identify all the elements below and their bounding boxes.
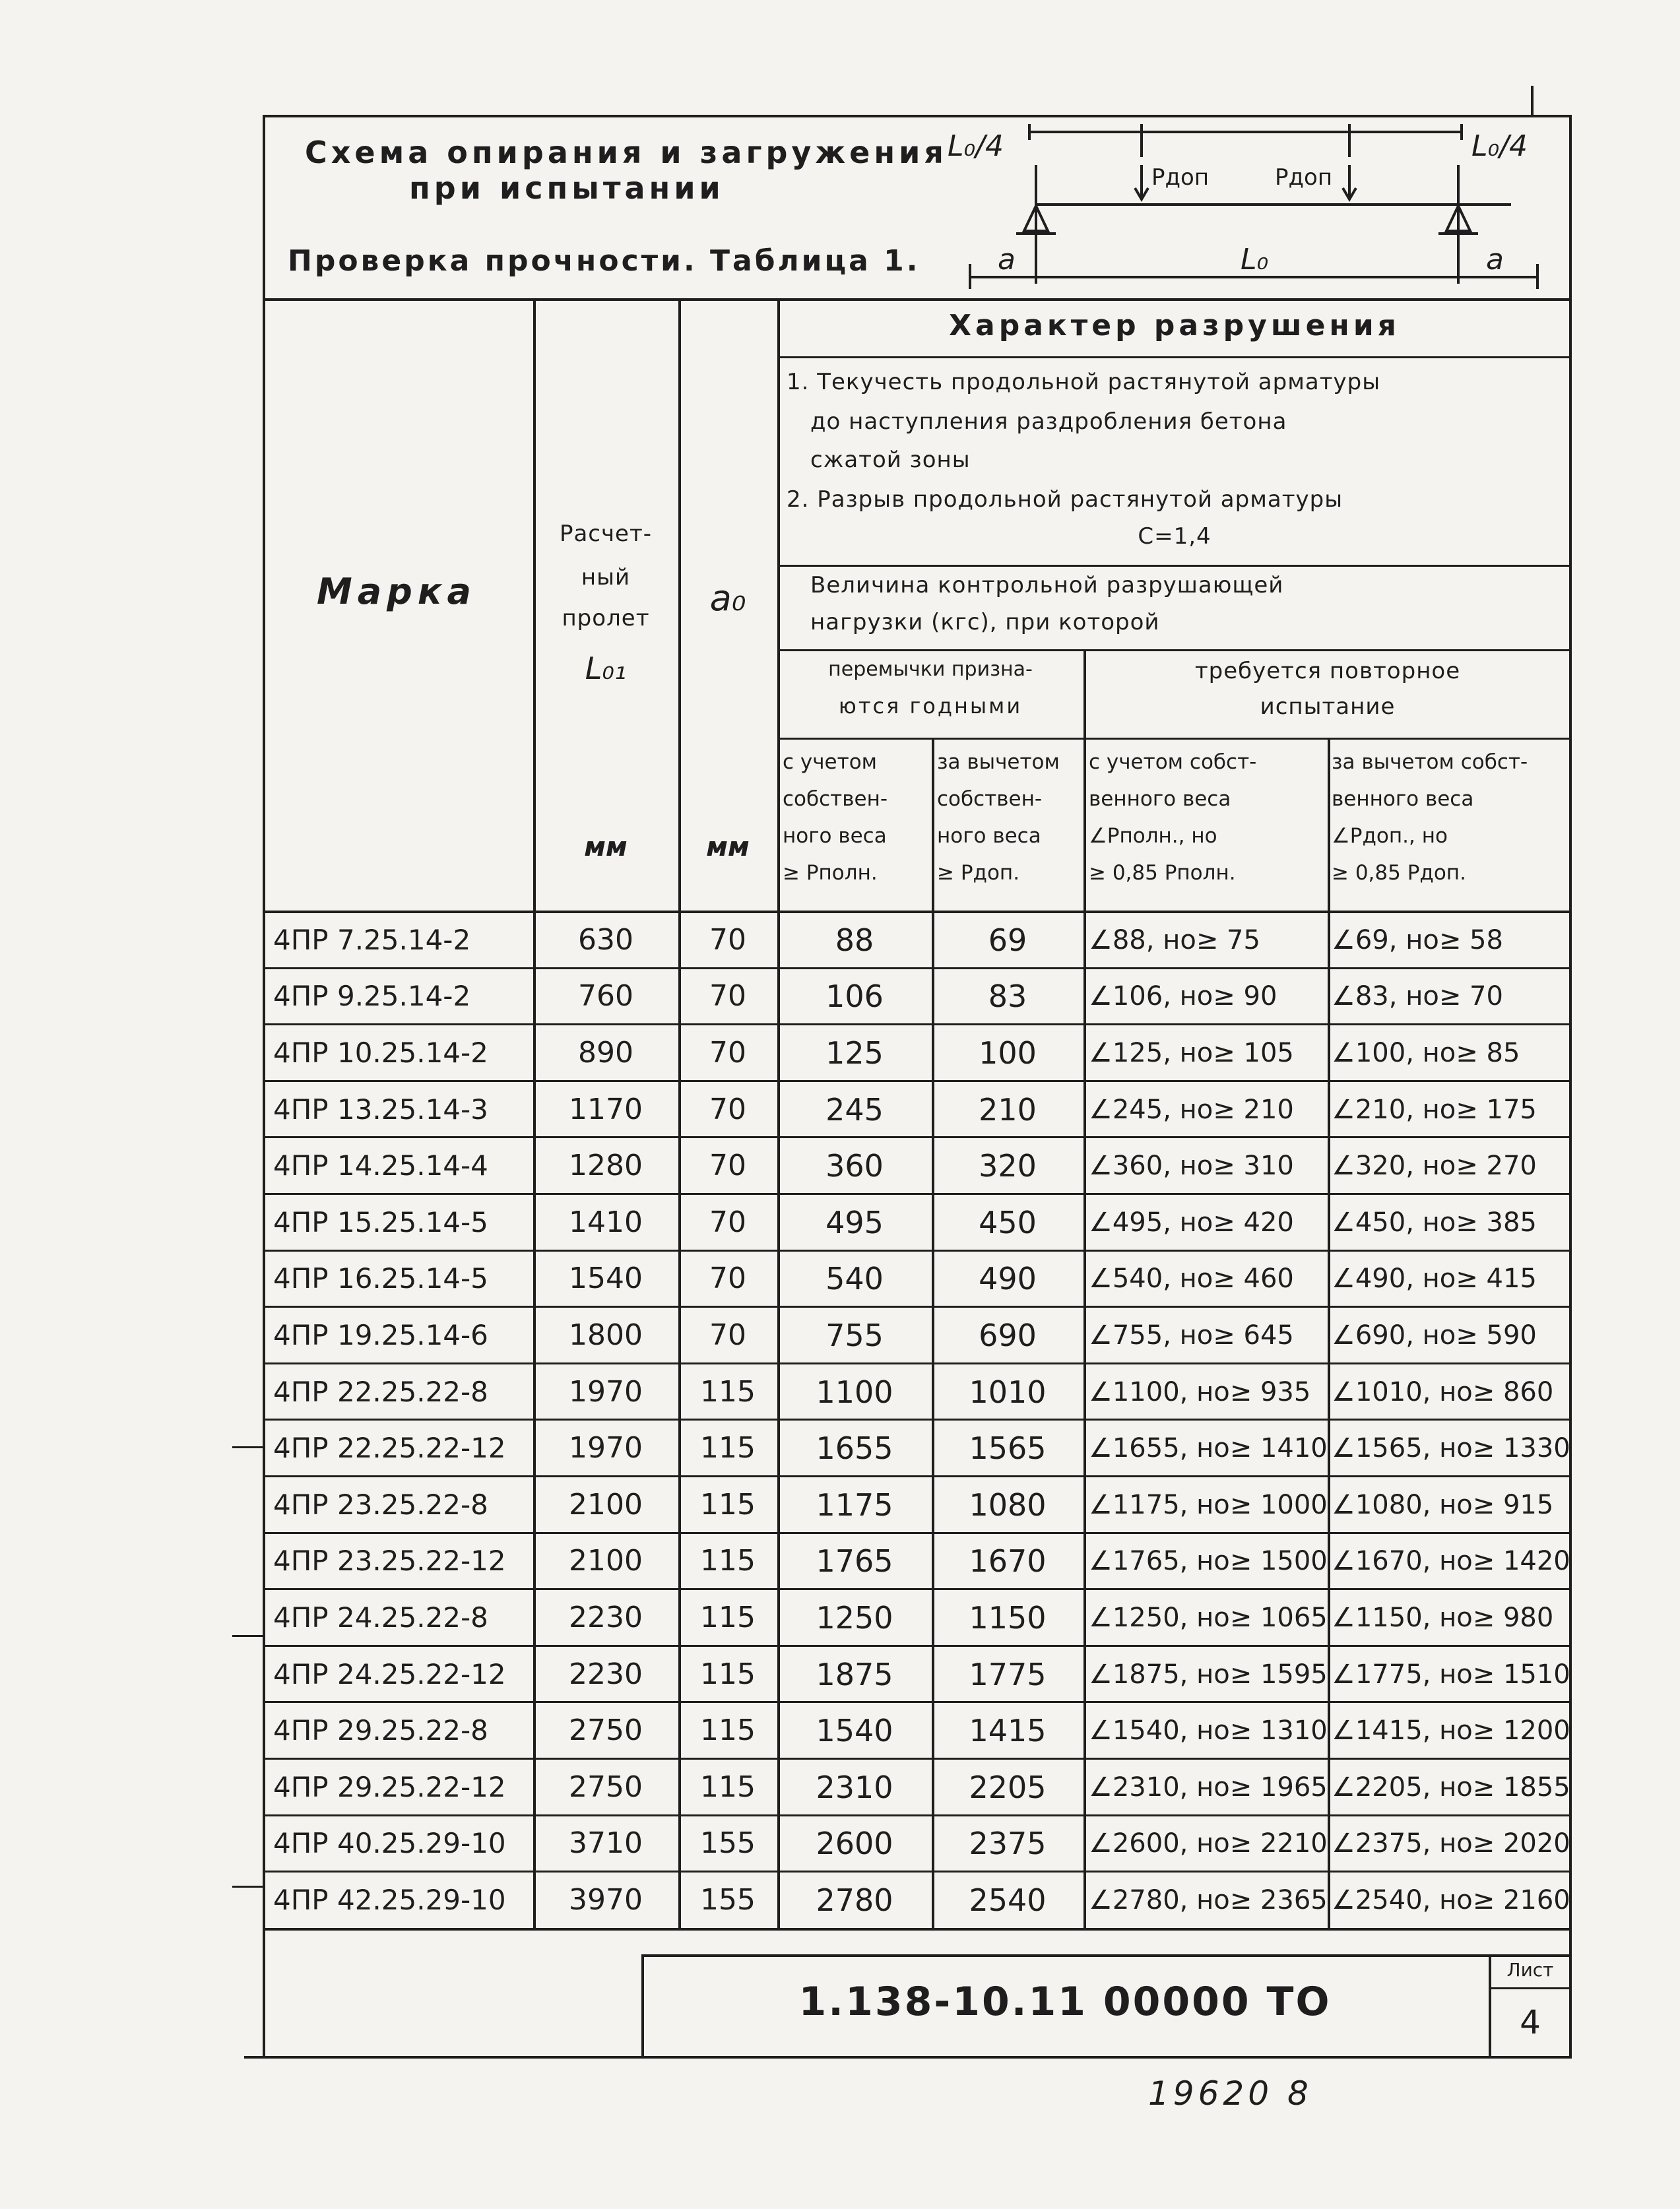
cell-p-allow: 2205 bbox=[969, 1769, 1047, 1805]
frame-bottom bbox=[244, 2056, 1572, 2059]
cell-p-total: 360 bbox=[825, 1148, 884, 1184]
cell-p-total: 1540 bbox=[816, 1713, 893, 1749]
cell-a: 115 bbox=[700, 1374, 756, 1409]
header-col1-4: ≥ Pполн. bbox=[783, 861, 878, 885]
cell-span: 630 bbox=[578, 922, 633, 957]
header-span-unit: мм bbox=[584, 832, 628, 862]
cell-p-allow: 1080 bbox=[969, 1487, 1047, 1523]
cell-p-allow: 69 bbox=[988, 922, 1027, 958]
title-divider bbox=[263, 298, 1572, 301]
header-col2-4: ≥ Pдоп. bbox=[937, 861, 1020, 885]
cell-a: 115 bbox=[700, 1601, 756, 1634]
cell-mark: 4ПР 10.25.14-2 bbox=[273, 1037, 488, 1069]
cell-mark: 4ПР 13.25.14-3 bbox=[273, 1093, 488, 1126]
title-line1: Схема опирания и загружения bbox=[305, 135, 948, 170]
cell-retest-total: ∠540, но≥ 460 bbox=[1089, 1264, 1294, 1295]
cell-p-total: 495 bbox=[825, 1204, 884, 1240]
cell-span: 890 bbox=[578, 1036, 633, 1070]
header-col4-3: ∠Pдоп., но bbox=[1332, 824, 1448, 848]
cell-retest-allow: ∠210, но≥ 175 bbox=[1332, 1094, 1537, 1125]
binding-tick bbox=[1531, 86, 1534, 116]
header-a0-unit: мм bbox=[706, 832, 750, 862]
cell-span: 1170 bbox=[569, 1092, 643, 1126]
header-marka: Марка bbox=[317, 571, 476, 612]
stamp-sheet-number: 4 bbox=[1520, 2003, 1541, 2041]
margin-tick-3 bbox=[232, 1886, 263, 1888]
cell-retest-total: ∠1100, но≥ 935 bbox=[1089, 1376, 1311, 1407]
cell-a: 115 bbox=[700, 1544, 756, 1578]
cell-mark: 4ПР 14.25.14-4 bbox=[273, 1149, 488, 1182]
cell-p-total: 1175 bbox=[816, 1487, 893, 1523]
cell-mark: 4ПР 22.25.22-12 bbox=[273, 1432, 506, 1465]
header-span-2: ный bbox=[581, 564, 631, 591]
scheme-label-p-left: Pдоп bbox=[1151, 164, 1210, 191]
cell-retest-allow: ∠2375, но≥ 2020 bbox=[1332, 1828, 1570, 1859]
cell-mark: 4ПР 29.25.22-12 bbox=[273, 1770, 506, 1803]
cell-p-total: 1250 bbox=[816, 1600, 893, 1636]
cell-retest-allow: ∠450, но≥ 385 bbox=[1332, 1207, 1537, 1238]
document-code: 1.138-10.11 00000 ТО bbox=[798, 1979, 1332, 2025]
cell-retest-total: ∠106, но≥ 90 bbox=[1089, 981, 1277, 1012]
cell-p-allow: 83 bbox=[988, 978, 1027, 1015]
header-character-line2: до наступления раздробления бетона bbox=[810, 408, 1287, 435]
cell-p-allow: 1565 bbox=[969, 1430, 1047, 1467]
header-span-1: Расчет- bbox=[559, 521, 653, 547]
cell-span: 2230 bbox=[569, 1601, 643, 1634]
scheme-label-l0-4-right: L₀/4 bbox=[1471, 129, 1528, 163]
cell-a: 155 bbox=[700, 1826, 756, 1861]
cell-retest-total: ∠245, но≥ 210 bbox=[1089, 1094, 1294, 1125]
header-col1-1: с учетом bbox=[783, 750, 878, 774]
cell-a: 115 bbox=[700, 1487, 756, 1521]
cell-span: 2230 bbox=[569, 1657, 643, 1691]
cell-mark: 4ПР 29.25.22-8 bbox=[273, 1714, 488, 1747]
cell-a: 70 bbox=[709, 922, 746, 957]
cell-mark: 4ПР 15.25.14-5 bbox=[273, 1205, 488, 1238]
cell-retest-total: ∠1540, но≥ 1310 bbox=[1089, 1715, 1328, 1746]
cell-retest-total: ∠755, но≥ 645 bbox=[1089, 1320, 1294, 1351]
cell-span: 1280 bbox=[569, 1149, 643, 1183]
cell-span: 1410 bbox=[569, 1205, 643, 1239]
cell-p-allow: 490 bbox=[979, 1261, 1037, 1297]
cell-p-total: 245 bbox=[825, 1091, 884, 1128]
header-character-line1: 1. Текучесть продольной растянутой арматуры bbox=[787, 369, 1381, 395]
cell-retest-total: ∠125, но≥ 105 bbox=[1089, 1038, 1294, 1068]
cell-mark: 4ПР 42.25.29-10 bbox=[273, 1884, 506, 1916]
cell-retest-allow: ∠490, но≥ 415 bbox=[1332, 1264, 1537, 1295]
header-col4-4: ≥ 0,85 Pдоп. bbox=[1332, 861, 1466, 885]
cell-p-allow: 1150 bbox=[969, 1600, 1047, 1636]
header-character: Характер разрушения bbox=[949, 309, 1400, 342]
cell-span: 1540 bbox=[569, 1262, 643, 1296]
cell-p-allow: 690 bbox=[979, 1318, 1037, 1353]
cell-p-allow: 2540 bbox=[969, 1882, 1047, 1918]
stamp-sheet-label-line bbox=[1489, 1987, 1572, 1989]
header-character-line4: 2. Разрыв продольной растянутой арматуры bbox=[787, 486, 1343, 513]
header-fit-line2: ются годными bbox=[838, 693, 1023, 719]
scheme-label-l0-4-left: L₀/4 bbox=[948, 129, 1004, 163]
cell-a: 115 bbox=[700, 1713, 756, 1748]
header-retest-line1: требуется повторное bbox=[1194, 658, 1461, 684]
cell-retest-total: ∠1765, но≥ 1500 bbox=[1089, 1546, 1328, 1577]
cell-span: 760 bbox=[578, 979, 633, 1013]
header-load-line2: нагрузки (кгс), при которой bbox=[810, 609, 1160, 635]
grid-h-groups bbox=[777, 649, 1572, 651]
cell-retest-total: ∠360, но≥ 310 bbox=[1089, 1151, 1294, 1182]
grid-h-subcols bbox=[777, 738, 1572, 740]
cell-p-allow: 1415 bbox=[969, 1713, 1047, 1749]
header-col2-1: за вычетом bbox=[937, 750, 1060, 774]
cell-p-total: 125 bbox=[825, 1035, 884, 1071]
header-col3-3: ∠Pполн., но bbox=[1089, 824, 1217, 848]
cell-a: 70 bbox=[709, 1092, 746, 1126]
header-col2-3: ного веса bbox=[937, 824, 1041, 848]
cell-retest-total: ∠2780, но≥ 2365 bbox=[1089, 1885, 1328, 1915]
cell-mark: 4ПР 9.25.14-2 bbox=[273, 980, 471, 1013]
cell-retest-allow: ∠1415, но≥ 1200 bbox=[1332, 1715, 1570, 1746]
cell-p-total: 88 bbox=[835, 922, 874, 958]
cell-a: 115 bbox=[700, 1770, 756, 1804]
cell-p-total: 2780 bbox=[816, 1882, 893, 1918]
cell-span: 2100 bbox=[569, 1487, 643, 1521]
header-col4-2: венного веса bbox=[1332, 787, 1474, 811]
cell-p-total: 1655 bbox=[816, 1430, 893, 1467]
header-span-4: L₀₁ bbox=[585, 651, 627, 686]
cell-a: 155 bbox=[700, 1883, 756, 1917]
cell-span: 2750 bbox=[569, 1770, 643, 1804]
header-span-3: пролет bbox=[562, 605, 650, 631]
cell-retest-total: ∠1250, но≥ 1065 bbox=[1089, 1603, 1328, 1633]
header-retest-line2: испытание bbox=[1260, 693, 1396, 720]
header-col2-2: собствен- bbox=[937, 787, 1043, 811]
cell-span: 2750 bbox=[569, 1713, 643, 1748]
cell-p-allow: 1670 bbox=[969, 1543, 1047, 1580]
cell-retest-allow: ∠1010, но≥ 860 bbox=[1332, 1376, 1554, 1407]
cell-retest-total: ∠88, но≥ 75 bbox=[1089, 924, 1260, 955]
scheme-label-a-right: a bbox=[1486, 243, 1504, 276]
cell-retest-allow: ∠320, но≥ 270 bbox=[1332, 1151, 1537, 1182]
cell-retest-total: ∠2600, но≥ 2210 bbox=[1089, 1828, 1328, 1859]
cell-retest-allow: ∠83, но≥ 70 bbox=[1332, 981, 1503, 1012]
cell-span: 1800 bbox=[569, 1318, 643, 1352]
cell-retest-total: ∠1175, но≥ 1000 bbox=[1089, 1489, 1328, 1520]
cell-retest-allow: ∠2540, но≥ 2160 bbox=[1332, 1885, 1570, 1915]
margin-tick-2 bbox=[232, 1635, 263, 1637]
scheme-label-a-left: a bbox=[998, 243, 1016, 276]
cell-span: 1970 bbox=[569, 1374, 643, 1409]
cell-mark: 4ПР 22.25.22-8 bbox=[273, 1375, 488, 1408]
scheme-label-l0: L₀ bbox=[1241, 243, 1269, 276]
header-col3-2: венного веса bbox=[1089, 787, 1231, 811]
cell-mark: 4ПР 23.25.22-12 bbox=[273, 1545, 506, 1578]
cell-retest-allow: ∠100, но≥ 85 bbox=[1332, 1038, 1520, 1068]
header-col1-3: ного веса bbox=[783, 824, 887, 848]
cell-a: 115 bbox=[700, 1431, 756, 1465]
stamp-top bbox=[641, 1954, 1572, 1957]
cell-a: 70 bbox=[709, 1262, 746, 1296]
header-character-line3: сжатой зоны bbox=[810, 447, 971, 473]
cell-retest-total: ∠495, но≥ 420 bbox=[1089, 1207, 1294, 1238]
cell-p-total: 2600 bbox=[816, 1826, 893, 1862]
cell-retest-allow: ∠69, но≥ 58 bbox=[1332, 924, 1503, 955]
cell-a: 70 bbox=[709, 1205, 746, 1239]
cell-span: 3970 bbox=[569, 1883, 643, 1917]
cell-retest-total: ∠2310, но≥ 1965 bbox=[1089, 1772, 1328, 1803]
cell-mark: 4ПР 24.25.22-8 bbox=[273, 1601, 488, 1634]
header-col4-1: за вычетом собст- bbox=[1332, 750, 1528, 774]
cell-a: 70 bbox=[709, 1149, 746, 1183]
cell-p-total: 1765 bbox=[816, 1543, 893, 1580]
cell-a: 70 bbox=[709, 979, 746, 1013]
cell-retest-total: ∠1875, но≥ 1595 bbox=[1089, 1659, 1328, 1690]
cell-p-allow: 210 bbox=[979, 1091, 1037, 1128]
scheme-label-p-right: Pдоп bbox=[1275, 164, 1333, 191]
cell-p-allow: 100 bbox=[979, 1035, 1037, 1071]
cell-mark: 4ПР 19.25.14-6 bbox=[273, 1319, 488, 1351]
cell-a: 70 bbox=[709, 1036, 746, 1070]
cell-p-allow: 2375 bbox=[969, 1826, 1047, 1862]
cell-p-allow: 1775 bbox=[969, 1656, 1047, 1692]
header-fit-line1: перемычки призна- bbox=[828, 658, 1033, 681]
table-bottom-line bbox=[263, 1928, 1572, 1931]
grid-h-load bbox=[777, 565, 1572, 567]
cell-retest-allow: ∠1670, но≥ 1420 bbox=[1332, 1546, 1570, 1577]
cell-p-total: 2310 bbox=[816, 1769, 893, 1805]
cell-retest-allow: ∠1080, но≥ 915 bbox=[1332, 1489, 1554, 1520]
header-col1-2: собствен- bbox=[783, 787, 888, 811]
header-load-line1: Величина контрольной разрушающей bbox=[810, 572, 1284, 598]
cell-p-allow: 320 bbox=[979, 1148, 1037, 1184]
cell-retest-allow: ∠690, но≥ 590 bbox=[1332, 1320, 1537, 1351]
margin-tick-1 bbox=[232, 1446, 263, 1448]
title-line2: при испытании bbox=[409, 170, 725, 206]
stamp-sheet-label: Лист bbox=[1506, 1959, 1554, 1981]
cell-span: 1970 bbox=[569, 1431, 643, 1465]
cell-p-total: 106 bbox=[825, 978, 884, 1015]
header-col3-1: с учетом собст- bbox=[1089, 750, 1257, 774]
cell-a: 115 bbox=[700, 1657, 756, 1691]
header-character-line5: C=1,4 bbox=[1138, 523, 1212, 550]
table-subtitle: Проверка прочности. Таблица 1. bbox=[288, 244, 921, 278]
cell-p-allow: 450 bbox=[979, 1204, 1037, 1240]
header-col3-4: ≥ 0,85 Pполн. bbox=[1089, 861, 1236, 885]
cell-retest-allow: ∠1150, но≥ 980 bbox=[1332, 1603, 1554, 1633]
cell-p-total: 755 bbox=[825, 1318, 884, 1353]
cell-retest-allow: ∠1565, но≥ 1330 bbox=[1332, 1433, 1570, 1464]
cell-mark: 4ПР 7.25.14-2 bbox=[273, 923, 471, 956]
cell-p-total: 1100 bbox=[816, 1374, 893, 1410]
inventory-note: 19620 8 bbox=[1148, 2074, 1312, 2113]
cell-mark: 4ПР 16.25.14-5 bbox=[273, 1262, 488, 1295]
header-a0: a₀ bbox=[709, 577, 746, 619]
cell-retest-total: ∠1655, но≥ 1410 bbox=[1089, 1433, 1328, 1464]
cell-retest-allow: ∠1775, но≥ 1510 bbox=[1332, 1659, 1570, 1690]
cell-p-total: 540 bbox=[825, 1261, 884, 1297]
cell-mark: 4ПР 24.25.22-12 bbox=[273, 1657, 506, 1690]
cell-mark: 4ПР 23.25.22-8 bbox=[273, 1488, 488, 1521]
cell-p-total: 1875 bbox=[816, 1656, 893, 1692]
cell-retest-allow: ∠2205, но≥ 1855 bbox=[1332, 1772, 1570, 1803]
frame-top bbox=[263, 115, 1572, 117]
cell-p-allow: 1010 bbox=[969, 1374, 1047, 1410]
cell-span: 3710 bbox=[569, 1826, 643, 1861]
cell-a: 70 bbox=[709, 1318, 746, 1352]
cell-span: 2100 bbox=[569, 1544, 643, 1578]
cell-mark: 4ПР 40.25.29-10 bbox=[273, 1827, 506, 1860]
grid-h-char bbox=[777, 356, 1572, 358]
